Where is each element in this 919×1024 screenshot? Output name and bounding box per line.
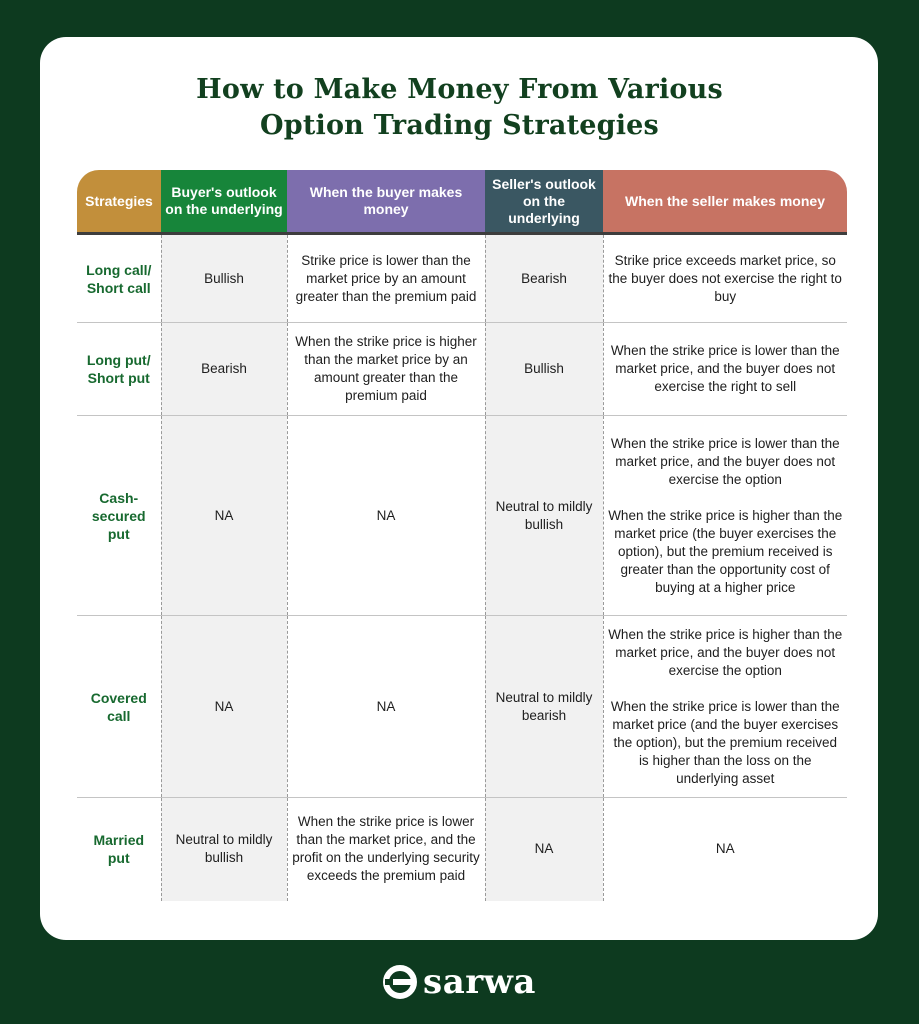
buyer-outlook-cell: Bullish [161, 234, 287, 323]
title-line-1: How to Make Money From Various [196, 74, 723, 105]
seller-outlook-cell: Bullish [485, 323, 603, 416]
strategy-cell: Long call/ Short call [77, 234, 161, 323]
buyer-money-cell: NA [287, 616, 485, 798]
strategies-table [77, 170, 847, 901]
seller-outlook-cell: Neutral to mildly bearish [485, 616, 603, 798]
seller-money-cell [603, 234, 847, 323]
seller-money-cell [603, 323, 847, 416]
buyer-money-cell: Strike price is lower than the market price by an amount greater than the premium paid [287, 234, 485, 323]
sarwa-logo-icon [383, 965, 417, 999]
buyer-money-cell: NA [287, 416, 485, 616]
seller-money-text-2: When the strike price is higher than the market price (the buyer exercises the option), but the premium received is greater than the opportunity cost of buying at a higher price [608, 507, 843, 595]
header-buyer-money: When the buyer makes money [287, 170, 485, 234]
seller-money-text: When the strike price is lower than the market price, and the buyer does not exercise the right to sell [610, 343, 840, 394]
header-seller-money: When the seller makes money [603, 170, 847, 234]
header-buyer-outlook: Buyer's outlook on the underlying [161, 170, 287, 234]
seller-money-cell [603, 416, 847, 616]
seller-money-cell [603, 616, 847, 798]
header-seller-outlook: Seller's outlook on the underlying [485, 170, 603, 234]
strategy-cell: Covered call [77, 616, 161, 798]
table-row [77, 323, 847, 416]
table-row [77, 798, 847, 901]
strategy-cell: Cash-secured put [77, 416, 161, 616]
seller-money-text-2: When the strike price is lower than the market price (and the buyer exercises the option), but the premium received is higher than the loss on the underlying asset [610, 698, 840, 786]
table-row [77, 234, 847, 323]
seller-money-text-1: When the strike price is lower than the market price, and the buyer does not exercise the option [610, 435, 840, 487]
page-title [0, 72, 919, 144]
seller-money-cell [603, 798, 847, 901]
title-line-2: Option Trading Strategies [260, 110, 659, 141]
buyer-money-cell: When the strike price is higher than the market price by an amount greater than the premium paid [287, 323, 485, 416]
buyer-outlook-cell: Neutral to mildly bullish [161, 798, 287, 901]
buyer-outlook-cell: NA [161, 416, 287, 616]
buyer-money-cell: When the strike price is lower than the market price, and the profit on the underlying security exceeds the premium paid [287, 798, 485, 901]
strategy-cell: Married put [93, 832, 145, 867]
seller-outlook-cell: NA [485, 798, 603, 901]
table-row [77, 416, 847, 616]
seller-money-text: NA [715, 841, 735, 857]
brand-logo [0, 960, 919, 1004]
buyer-outlook-cell: Bearish [161, 323, 287, 416]
buyer-outlook-cell: NA [161, 616, 287, 798]
logo-text: sarwa [423, 962, 536, 1002]
strategy-cell: Long put/ Short put [77, 323, 161, 416]
seller-outlook-cell: Bearish [485, 234, 603, 323]
seller-money-text-1: When the strike price is higher than the market price, and the buyer does not exercise the option [608, 626, 843, 678]
seller-money-text: Strike price exceeds market price, so the buyer does not exercise the right to buy [608, 252, 842, 304]
header-strategies: Strategies [77, 170, 161, 234]
table-row [77, 616, 847, 798]
seller-outlook-cell: Neutral to mildly bullish [485, 416, 603, 616]
table-header-row [77, 170, 847, 234]
